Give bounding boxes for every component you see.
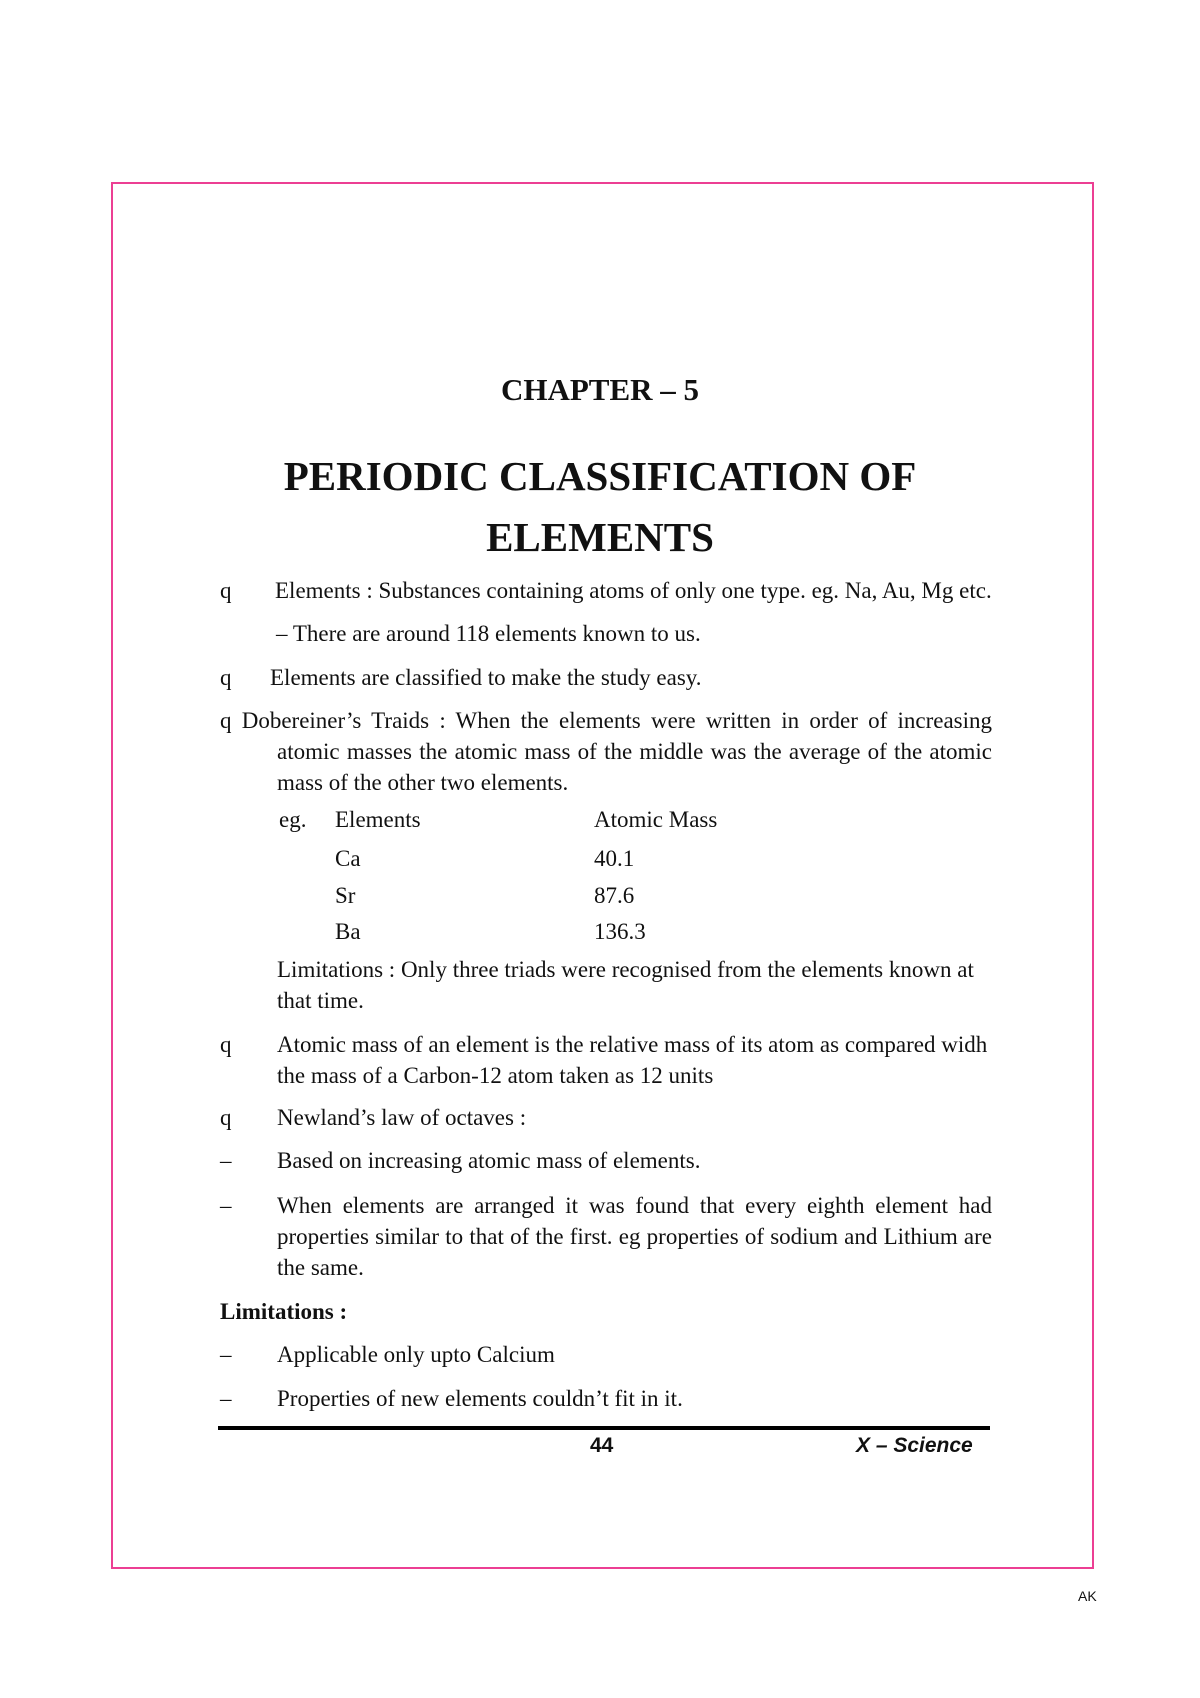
dobereiner-continuation: atomic masses the atomic mass of the middle was the average of the atomic mass of the other two elements.: [277, 739, 992, 795]
chapter-title: [0, 446, 1200, 568]
bullet-marker: q: [220, 578, 232, 603]
chapter-heading: CHAPTER – 5: [500, 372, 700, 407]
page-number: 44: [590, 1434, 614, 1457]
bullet-marker: q: [220, 1032, 232, 1057]
triad-row-element: Ca: [335, 846, 361, 871]
chapter-title-line2: ELEMENTS: [486, 514, 714, 560]
triad-header-elements: Elements: [335, 807, 421, 832]
newland-heading: Newland’s law of octaves :: [277, 1105, 527, 1130]
dobereiner-lead: q Dobereiner’s Traids : When the elements were written in order of increasing: [220, 708, 992, 733]
bullet-marker: q: [220, 1105, 232, 1130]
triad-eg-label: eg.: [279, 807, 307, 832]
subject-label: X – Science: [856, 1434, 973, 1457]
newland-point-2: When elements are arranged it was found that every eighth element had properties similar to that of the first. eg properties of sodium and Lithium are the same.: [277, 1193, 992, 1280]
limitation-1: Applicable only upto Calcium: [277, 1342, 555, 1367]
triad-row-element: Ba: [335, 919, 361, 944]
classification-purpose: Elements are classified to make the study easy.: [270, 665, 702, 690]
dash-marker: –: [220, 1386, 232, 1411]
corner-mark: AK: [1078, 1588, 1097, 1604]
newland-point-1: Based on increasing atomic mass of elements.: [277, 1148, 701, 1173]
chapter-title-line1: PERIODIC CLASSIFICATION OF: [283, 453, 917, 499]
dash-marker: –: [220, 1342, 232, 1367]
dash-marker: –: [220, 1148, 232, 1173]
limitations-heading: Limitations :: [220, 1299, 348, 1324]
triad-row-element: Sr: [335, 883, 356, 908]
atomic-mass-definition: Atomic mass of an element is the relative mass of its atom as compared widh the mass of a Carbon-12 atom taken as 12 units: [277, 1032, 988, 1088]
limitation-2: Properties of new elements couldn’t fit in it.: [277, 1386, 683, 1411]
triad-row-mass: 87.6: [594, 883, 635, 908]
footer-rule: [218, 1426, 990, 1430]
triad-header-atomic-mass: Atomic Mass: [594, 807, 718, 832]
triad-limitations: Limitations : Only three triads were recognised from the elements known at that time.: [277, 957, 974, 1013]
triad-row-mass: 40.1: [594, 846, 635, 871]
elements-count-note: – There are around 118 elements known to us.: [276, 621, 701, 646]
triad-row-mass: 136.3: [594, 919, 646, 944]
elements-definition: Elements : Substances containing atoms of only one type. eg. Na, Au, Mg etc.: [275, 578, 992, 603]
bullet-marker: q: [220, 665, 232, 690]
dash-marker: –: [220, 1193, 232, 1218]
